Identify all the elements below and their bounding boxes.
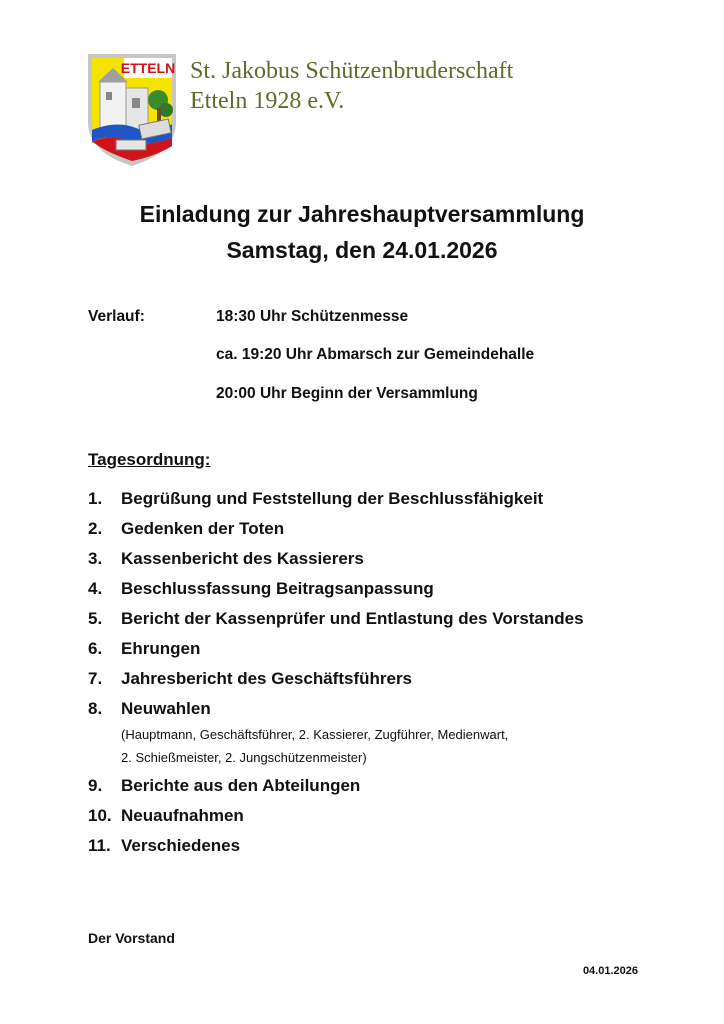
agenda-item-number: 10. <box>88 806 112 825</box>
agenda-item-text: Berichte aus den Abteilungen <box>121 776 361 795</box>
agenda-item-number: 9. <box>88 776 103 795</box>
agenda-item <box>88 699 688 723</box>
agenda-item-text: Begrüßung und Feststellung der Beschlussfähigkeit <box>121 489 544 508</box>
organization-name <box>190 56 513 116</box>
agenda-item-text: Beschlussfassung Beitragsanpassung <box>121 579 434 598</box>
agenda-item <box>88 579 688 609</box>
agenda-item-number: 5. <box>88 609 103 628</box>
agenda-item <box>88 549 688 579</box>
agenda-item <box>88 609 688 639</box>
organization-name-line1: St. Jakobus Schützenbruderschaft <box>190 58 514 84</box>
agenda-item <box>88 776 688 806</box>
title-line1: Einladung zur Jahreshauptversammlung <box>139 201 585 227</box>
page-title <box>0 196 724 268</box>
agenda-item-number: 3. <box>88 549 103 568</box>
agenda-item-details-line2: 2. Schießmeister, 2. Jungschützenmeister) <box>121 750 367 765</box>
document-date: 04.01.2026 <box>582 965 638 977</box>
agenda-item-number: 6. <box>88 639 103 658</box>
schedule-item: ca. 19:20 Uhr Abmarsch zur Gemeindehalle <box>216 346 535 363</box>
agenda-item-details <box>88 723 688 769</box>
organization-name-line2: Etteln 1928 e.V. <box>190 88 345 114</box>
agenda-item-number: 11. <box>88 836 111 855</box>
agenda-item-text: Kassenbericht des Kassierers <box>121 549 364 568</box>
agenda-item-text: Bericht der Kassenprüfer und Entlastung des Vorstandes <box>121 609 584 628</box>
agenda-item-text: Neuwahlen <box>121 699 211 718</box>
agenda-item <box>88 519 688 549</box>
agenda-item-text: Jahresbericht des Geschäftsführers <box>121 669 413 688</box>
agenda-list <box>88 489 688 866</box>
logo-text: ETTELN <box>120 60 176 76</box>
agenda-item-number: 2. <box>88 519 103 538</box>
agenda-item-number: 4. <box>88 579 103 598</box>
agenda-item-text: Ehrungen <box>121 639 201 658</box>
schedule-item: 20:00 Uhr Beginn der Versammlung <box>216 385 478 402</box>
coat-of-arms-logo <box>86 52 178 168</box>
agenda-item <box>88 489 688 519</box>
agenda-item <box>88 669 688 699</box>
signature: Der Vorstand <box>88 930 175 946</box>
agenda-item <box>88 836 688 866</box>
agenda-item-number: 8. <box>88 699 103 718</box>
agenda-item-text: Neuaufnahmen <box>121 806 244 825</box>
agenda-item-number: 1. <box>88 489 103 508</box>
agenda-item-text: Gedenken der Toten <box>121 519 285 538</box>
agenda-item <box>88 639 688 669</box>
schedule-item: 18:30 Uhr Schützenmesse <box>216 308 409 325</box>
agenda-item <box>88 806 688 836</box>
agenda-item-details-line1: (Hauptmann, Geschäftsführer, 2. Kassierer, Zugführer, Medienwart, <box>121 727 509 742</box>
agenda-item-text: Verschiedenes <box>121 836 241 855</box>
agenda-heading: Tagesordnung: <box>88 450 211 469</box>
agenda-item-number: 7. <box>88 669 103 688</box>
schedule-label: Verlauf: <box>88 308 145 325</box>
title-line2: Samstag, den 24.01.2026 <box>226 237 498 263</box>
